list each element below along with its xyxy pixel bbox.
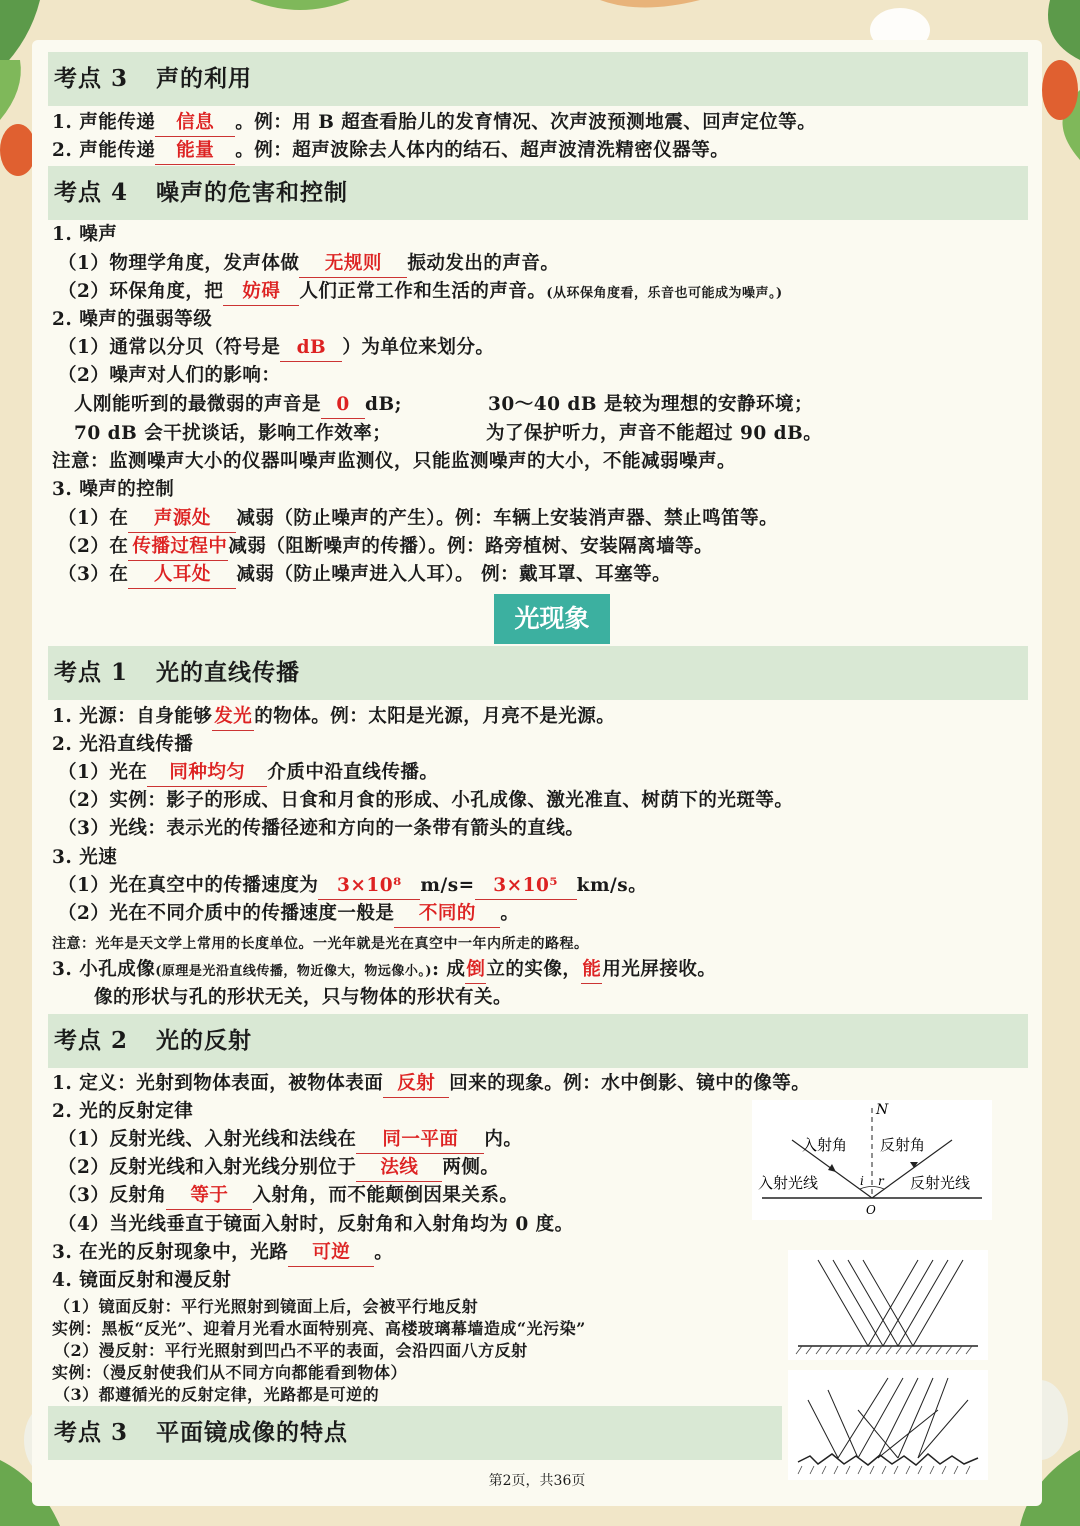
text: 。 <box>500 903 520 924</box>
answer-blank: 无规则 <box>299 251 407 278</box>
reflection-law-3 <box>58 1183 518 1210</box>
text: 。 <box>374 1242 394 1263</box>
text: （1）光在真空中的传播速度为 <box>58 875 319 896</box>
light-heading-3: 3. 光速 <box>52 847 118 868</box>
answer-blank: 3×10⁵ <box>475 873 577 900</box>
answer-blank: 人耳处 <box>128 562 236 589</box>
reflection-def <box>52 1071 810 1098</box>
specular-reflection-diagram <box>788 1250 988 1360</box>
noise-line-1 <box>58 251 559 278</box>
reflection-heading-2: 2. 光的反射定律 <box>52 1101 194 1122</box>
answer-blank: 可逆 <box>288 1240 374 1267</box>
reflected-angle-label: 反射角 <box>880 1136 926 1154</box>
rough-surface <box>798 1454 978 1465</box>
noise-line-5 <box>74 392 402 419</box>
section-title: 光的直线传播 <box>156 659 301 686</box>
answer-blank: 等于 <box>166 1183 252 1210</box>
text: dB; <box>365 394 402 415</box>
section-number: 考点 3 <box>54 1419 129 1446</box>
text: 人们正常工作和生活的声音。 <box>299 281 547 302</box>
section-number: 考点 2 <box>54 1027 129 1054</box>
section-header-plane-mirror <box>48 1406 782 1460</box>
section-title: 光的反射 <box>156 1027 253 1054</box>
text: （2）反射光线和入射光线分别位于 <box>58 1157 357 1178</box>
text: 人刚能听到的最微弱的声音是 <box>74 394 322 415</box>
section-number: 考点 4 <box>54 179 129 206</box>
mirror-reflection: （1）镜面反射：平行光照射到镜面上后，会被平行地反射 <box>54 1297 479 1316</box>
section-header-noise <box>48 166 1028 220</box>
text: （1）物理学角度，发声体做 <box>58 253 300 274</box>
sound-use-line-1 <box>52 110 816 137</box>
answer-blank: 同一平面 <box>356 1127 484 1154</box>
section-title: 声的利用 <box>156 65 253 92</box>
answer-blank: 反射 <box>383 1071 449 1098</box>
text: 减弱（防止噪声的产生）。例：车辆上安装消声器、禁止鸣笛等。 <box>236 508 779 529</box>
section-header-light-straight <box>48 646 1028 700</box>
text: 1. 光源：自身能够 <box>52 706 213 727</box>
r-label: r <box>878 1174 884 1188</box>
noise-line-4: （2）噪声对人们的影响： <box>58 365 281 386</box>
text: （1）光在 <box>58 762 148 783</box>
text: 振动发出的声音。 <box>407 253 560 274</box>
text: 。例：超声波除去人体内的结石、超声波清洗精密仪器等。 <box>235 140 730 161</box>
light-line-p2: （2）实例：影子的形成、日食和月食的形成、小孔成像、激光准直、树荫下的光斑等。 <box>58 790 794 811</box>
text: : 成 <box>432 959 466 980</box>
answer-blank: 同种均匀 <box>147 760 267 787</box>
text: （2）在 <box>58 536 129 557</box>
text: 减弱（阻断噪声的传播）。例：路旁植树、安装隔离墙等。 <box>228 536 714 557</box>
noise-line-5b: 30～40 dB 是较为理想的安静环境； <box>488 394 813 415</box>
text: （1）反射光线、入射光线和法线在 <box>58 1129 357 1150</box>
text: 2. 声能传递 <box>52 140 156 161</box>
chapter-title: 光现象 <box>494 594 610 644</box>
answer-blank: 0 <box>321 392 365 419</box>
text: （1）通常以分贝（符号是 <box>58 337 281 358</box>
text: 3. 在光的反射现象中，光路 <box>52 1242 289 1263</box>
incident-angle-label: 入射角 <box>802 1136 848 1154</box>
light-line-p3: （3）光线：表示光的传播径迹和方向的一条带有箭头的直线。 <box>58 818 585 839</box>
light-heading-2: 2. 光沿直线传播 <box>52 734 194 755</box>
note: (原理是光沿直线传播，物近像大，物远像小。) <box>155 964 433 979</box>
text: 3. 小孔成像 <box>52 959 156 980</box>
answer-blank: 发光 <box>212 704 254 731</box>
text: （1）在 <box>58 508 129 529</box>
o-label: O <box>866 1203 876 1217</box>
answer-blank: 不同的 <box>394 901 500 928</box>
answer-blank: 倒 <box>465 957 486 984</box>
section-number: 考点 3 <box>54 65 129 92</box>
answer-blank: 信息 <box>155 110 235 137</box>
hatch-lines <box>796 1346 972 1354</box>
light-speed-1 <box>58 873 647 900</box>
text: 的物体。例：太阳是光源，月亮不是光源。 <box>254 706 616 727</box>
answer-blank: dB <box>280 335 342 362</box>
incident-arrow <box>828 1164 836 1172</box>
light-speed-2 <box>58 901 519 928</box>
noise-note: 注意：监测噪声大小的仪器叫噪声监测仪，只能监测噪声的大小，不能减弱噪声。 <box>52 451 737 472</box>
noise-line-6: 70 dB 会干扰谈话，影响工作效率； <box>74 423 392 444</box>
diffuse-reflection-diagram <box>788 1370 988 1480</box>
text: 介质中沿直线传播。 <box>267 762 439 783</box>
note: (从环保角度看，乐音也可能成为噪声。) <box>546 286 783 301</box>
noise-line-2 <box>58 279 783 307</box>
i-label: i <box>860 1174 864 1188</box>
noise-control-2 <box>58 534 713 561</box>
diffuse-reflection: （2）漫反射：平行光照射到凹凸不平的表面，会沿四面八方反射 <box>54 1341 528 1360</box>
section-header-sound-use <box>48 52 1028 106</box>
reflection-law-2 <box>58 1155 499 1182</box>
reversible-line <box>52 1240 393 1267</box>
section-header-reflection <box>48 1014 1028 1068</box>
parallel-rays <box>818 1260 963 1346</box>
pinhole-line-2: 像的形状与孔的形状无关，只与物体的形状有关。 <box>94 987 513 1008</box>
text: 。例：用 B 超查看胎儿的发育情况、次声波预测地震、回声定位等。 <box>235 112 817 133</box>
light-source-line <box>52 704 615 731</box>
light-line-p1 <box>58 760 438 787</box>
text: 减弱（防止噪声进入人耳）。 例：戴耳罩、耳塞等。 <box>236 564 672 585</box>
answer-blank: 声源处 <box>128 506 236 533</box>
text: （3）反射角 <box>58 1185 167 1206</box>
text: 回来的现象。例：水中倒影、镜中的像等。 <box>449 1073 811 1094</box>
reflection-law-4: （4）当光线垂直于镜面入射时，反射角和入射角均为 0 度。 <box>58 1214 574 1235</box>
pinhole-line-1 <box>52 957 716 985</box>
reflected-ray-label: 反射光线 <box>910 1174 971 1192</box>
answer-blank: 法线 <box>356 1155 442 1182</box>
mirror-example: 实例：黑板“反光”、迎着月光看水面特别亮、高楼玻璃幕墙造成“光污染” <box>52 1319 586 1338</box>
answer-blank: 3×10⁸ <box>318 873 420 900</box>
answer-blank: 传播过程中 <box>128 534 228 561</box>
text: km/s。 <box>576 875 648 896</box>
reflection-law-1 <box>58 1127 522 1154</box>
noise-heading-3: 3. 噪声的控制 <box>52 479 175 500</box>
text: 1. 定义：光射到物体表面，被物体表面 <box>52 1073 384 1094</box>
scattered-rays <box>808 1378 968 1458</box>
noise-control-1 <box>58 506 778 533</box>
text: （3）在 <box>58 564 129 585</box>
section-title: 噪声的危害和控制 <box>156 179 349 206</box>
text: （2）光在不同介质中的传播速度一般是 <box>58 903 395 924</box>
reflection-heading-4: 4. 镜面反射和漫反射 <box>52 1270 232 1291</box>
light-year-note: 注意：光年是天文学上常用的长度单位。一光年就是光在真空中一年内所走的路程。 <box>52 936 589 952</box>
incident-ray-label: 入射光线 <box>758 1174 819 1192</box>
reflection-law-diagram <box>752 1100 992 1220</box>
normal-label: N <box>876 1102 889 1118</box>
text: m/s= <box>420 875 475 896</box>
both-obey-law: （3）都遵循光的反射定律，光路都是可逆的 <box>54 1385 380 1404</box>
diffuse-example: 实例：（漫反射使我们从不同方向都能看到物体） <box>52 1363 408 1382</box>
answer-blank: 能量 <box>155 138 235 165</box>
noise-heading-2: 2. 噪声的强弱等级 <box>52 309 213 330</box>
text: 用光屏接收。 <box>602 959 717 980</box>
noise-heading-1: 1. 噪声 <box>52 224 118 245</box>
text: 1. 声能传递 <box>52 112 156 133</box>
text: 两侧。 <box>442 1157 500 1178</box>
text: （2）环保角度，把 <box>58 281 224 302</box>
sound-use-line-2 <box>52 138 729 165</box>
text: 立的实像， <box>486 959 582 980</box>
noise-control-3 <box>58 562 671 589</box>
section-title: 平面镜成像的特点 <box>156 1419 349 1446</box>
page-footer: 第2页，共36页 <box>488 1473 586 1489</box>
answer-blank: 妨碍 <box>223 279 299 306</box>
text: ）为单位来划分。 <box>342 337 495 358</box>
section-number: 考点 1 <box>54 659 129 686</box>
text: 内。 <box>484 1129 523 1150</box>
page-content <box>32 40 1042 1506</box>
text: 入射角，而不能颠倒因果关系。 <box>252 1185 519 1206</box>
noise-line-6b: 为了保护听力，声音不能超过 90 dB。 <box>486 423 823 444</box>
noise-line-3 <box>58 335 494 362</box>
answer-blank: 能 <box>581 957 602 984</box>
